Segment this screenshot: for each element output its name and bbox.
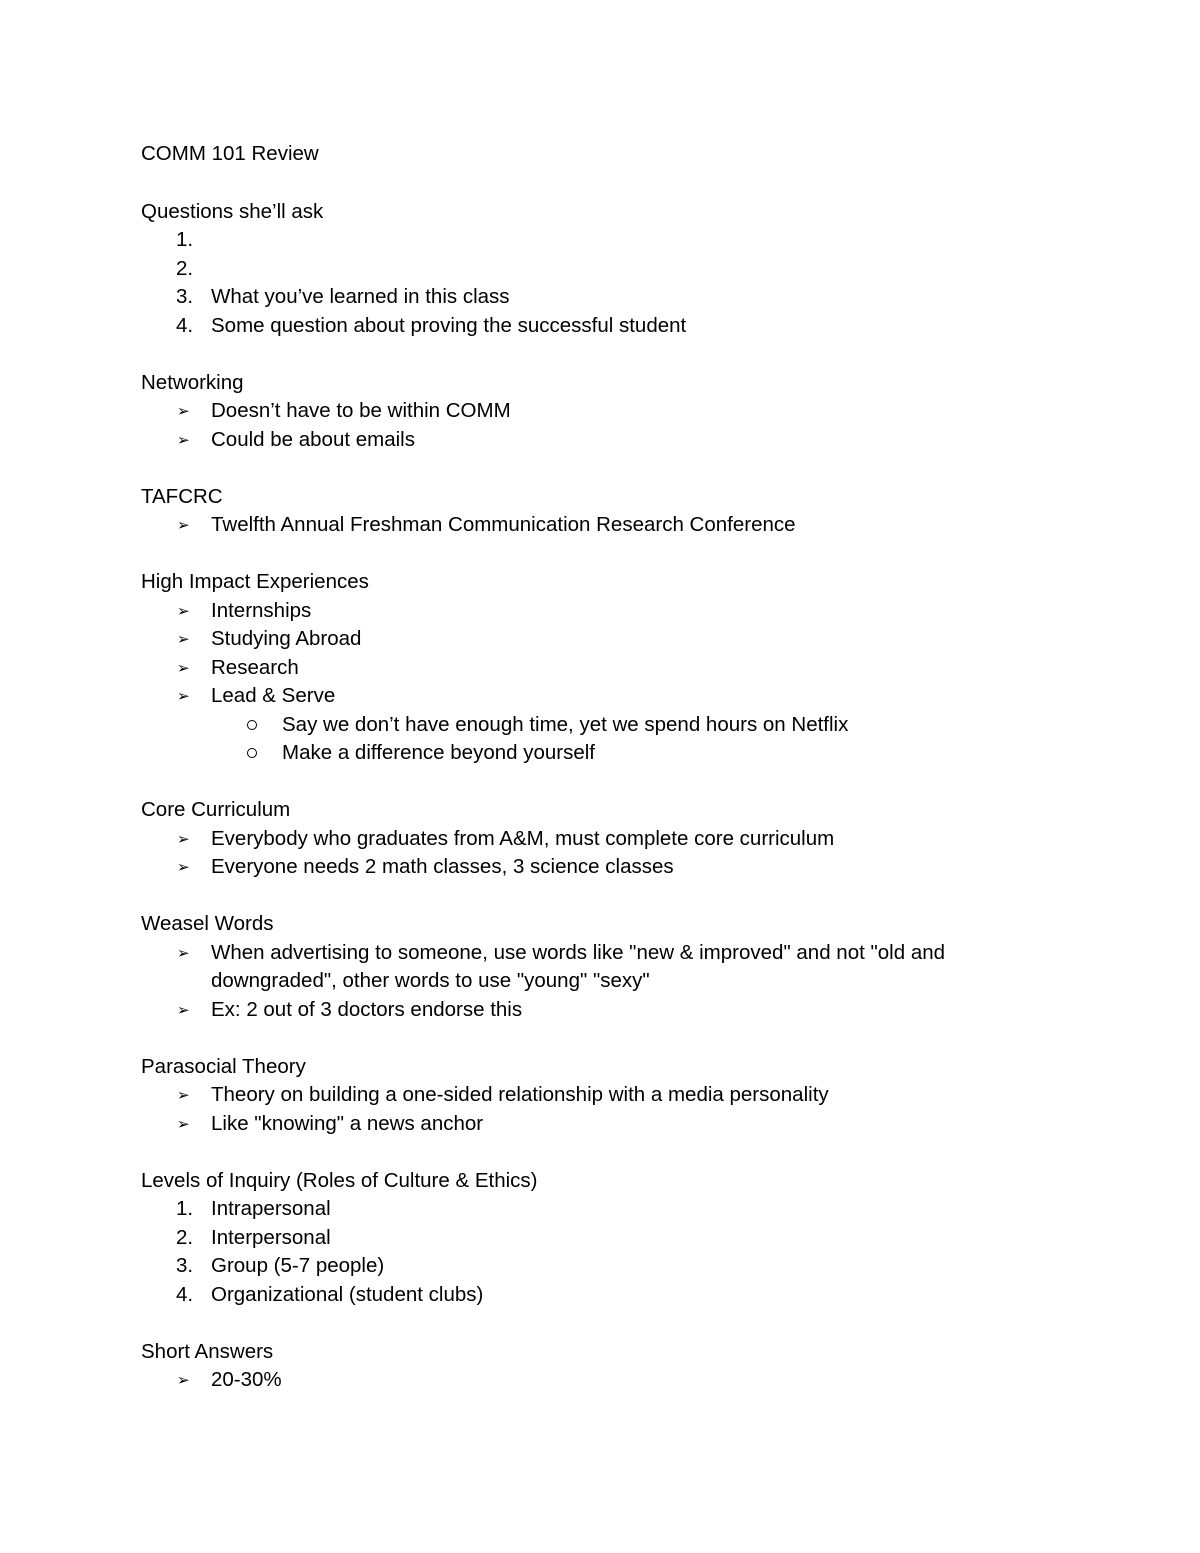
circle-bullet-icon [247, 720, 257, 730]
document-page [141, 140, 1071, 1423]
list-number: 2. [176, 1225, 194, 1249]
list-item-text: Studying Abroad [211, 627, 362, 650]
bullet-list [141, 825, 1071, 882]
arrow-bullet-icon: ➢ [177, 687, 190, 705]
list-item [141, 283, 1071, 312]
section-core-curriculum [141, 796, 1071, 882]
list-item [141, 312, 1071, 341]
list-item [141, 996, 1071, 1025]
arrow-bullet-icon: ➢ [177, 1086, 190, 1104]
list-number: 1. [176, 228, 194, 251]
list-item-text: Some question about proving the successful student [211, 313, 687, 337]
list-item-text: When advertising to someone, use words like "new & improved" and not "old and downgraded", other words to use "young" "sexy" [211, 940, 946, 992]
list-item-text: Like "knowing" a news anchor [211, 1111, 484, 1135]
list-item-text: Doesn’t have to be within COMM [211, 399, 511, 422]
circle-bullet-icon [247, 748, 257, 758]
section-heading: Networking [141, 370, 244, 394]
bullet-list [141, 511, 1071, 540]
list-item-text: Lead & Serve [211, 684, 336, 707]
bullet-list [141, 397, 1071, 454]
list-item [141, 1366, 1071, 1395]
list-item [141, 682, 1071, 711]
section-high-impact [141, 568, 1071, 768]
list-item-text: Intrapersonal [211, 1197, 331, 1220]
arrow-bullet-icon: ➢ [177, 1371, 190, 1389]
list-item-text: What you’ve learned in this class [211, 285, 510, 308]
list-item [141, 939, 1071, 996]
sub-list-item [141, 739, 1071, 768]
list-item [141, 825, 1071, 854]
list-item [141, 597, 1071, 626]
section-questions [141, 198, 1071, 341]
list-item [141, 511, 1071, 540]
sub-list-item [141, 711, 1071, 740]
section-networking [141, 369, 1071, 455]
list-number: 4. [176, 313, 194, 337]
list-item [141, 853, 1071, 882]
list-item [141, 226, 1071, 255]
section-heading: Short Answers [141, 1339, 274, 1363]
list-item [141, 1081, 1071, 1110]
section-heading: Questions she’ll ask [141, 199, 324, 223]
list-item-text: Could be about emails [211, 427, 415, 451]
bullet-list [141, 1081, 1071, 1138]
list-item-text: Ex: 2 out of 3 doctors endorse this [211, 997, 523, 1021]
list-number: 2. [176, 256, 194, 280]
arrow-bullet-icon: ➢ [177, 858, 190, 876]
arrow-bullet-icon: ➢ [177, 829, 190, 848]
list-item [141, 1252, 1071, 1281]
section-heading: Parasocial Theory [141, 1054, 306, 1078]
section-heading: TAFCRC [141, 484, 223, 508]
list-item-text: Group (5-7 people) [211, 1254, 385, 1277]
list-item-text: Twelfth Annual Freshman Communication Research Conference [211, 513, 796, 536]
list-item-text: Organizational (student clubs) [211, 1282, 484, 1306]
bullet-list [141, 1366, 1071, 1395]
list-item [141, 625, 1071, 654]
list-item-text: Say we don’t have enough time, yet we spend hours on Netflix [282, 712, 849, 736]
numbered-list [141, 226, 1071, 340]
arrow-bullet-icon: ➢ [177, 630, 190, 648]
arrow-bullet-icon: ➢ [177, 658, 190, 677]
list-item [141, 255, 1071, 284]
list-item-text: Everyone needs 2 math classes, 3 science classes [211, 855, 674, 878]
list-item-text: Interpersonal [211, 1225, 331, 1249]
list-item-text: Make a difference beyond yourself [282, 741, 596, 764]
list-number: 1. [176, 1197, 194, 1220]
arrow-bullet-icon: ➢ [177, 1114, 190, 1133]
list-item-text: Theory on building a one-sided relationship with a media personality [211, 1083, 829, 1106]
section-parasocial-theory [141, 1053, 1071, 1139]
bullet-list [141, 597, 1071, 768]
section-tafcrc [141, 483, 1071, 540]
arrow-bullet-icon: ➢ [177, 943, 190, 962]
arrow-bullet-icon: ➢ [177, 601, 190, 620]
list-item [141, 1195, 1071, 1224]
arrow-bullet-icon: ➢ [177, 1000, 190, 1019]
list-item-text: Internships [211, 598, 312, 622]
section-short-answers [141, 1338, 1071, 1395]
list-item [141, 1224, 1071, 1253]
section-heading: Core Curriculum [141, 798, 291, 821]
arrow-bullet-icon: ➢ [177, 516, 190, 534]
section-weasel-words [141, 910, 1071, 1024]
numbered-list [141, 1195, 1071, 1309]
list-number: 3. [176, 285, 194, 308]
section-heading: Weasel Words [141, 912, 274, 935]
list-number: 3. [176, 1254, 194, 1277]
list-item [141, 426, 1071, 455]
arrow-bullet-icon: ➢ [177, 402, 190, 420]
list-item-text: 20-30% [211, 1368, 282, 1391]
section-heading: Levels of Inquiry (Roles of Culture & Ethics) [141, 1168, 538, 1192]
document-title: COMM 101 Review [141, 142, 319, 165]
section-heading: High Impact Experiences [141, 570, 369, 593]
arrow-bullet-icon: ➢ [177, 430, 190, 449]
list-item-text: Research [211, 655, 299, 679]
list-item-text: Everybody who graduates from A&M, must complete core curriculum [211, 826, 835, 850]
section-levels-of-inquiry [141, 1167, 1071, 1310]
bullet-list [141, 939, 1071, 1025]
list-number: 4. [176, 1282, 194, 1306]
list-item [141, 1281, 1071, 1310]
list-item [141, 654, 1071, 683]
list-item [141, 1110, 1071, 1139]
list-item [141, 397, 1071, 426]
